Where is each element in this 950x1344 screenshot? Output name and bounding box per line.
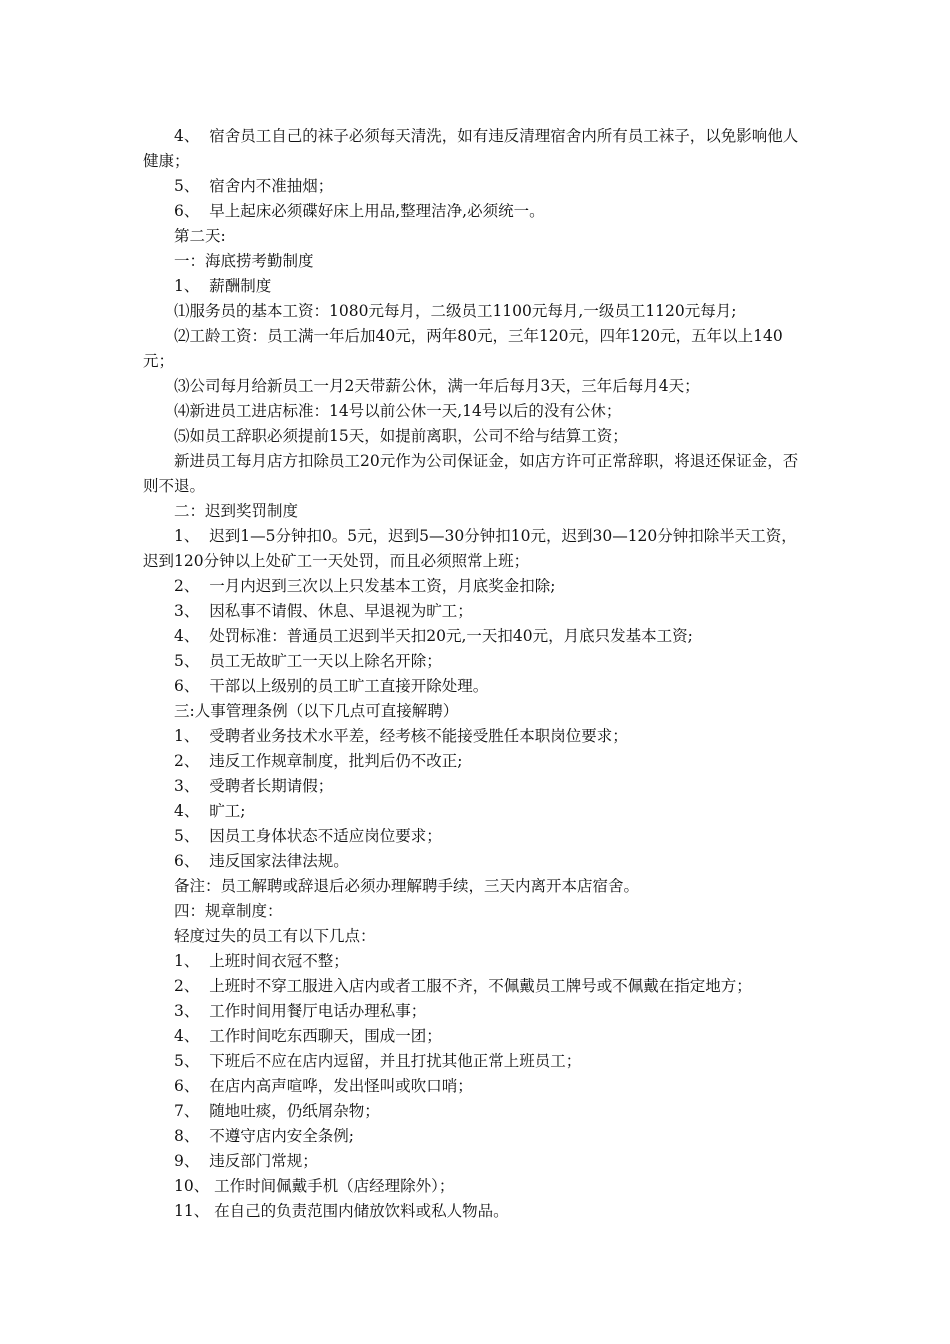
paragraph-line: 2、 上班时不穿工服进入店内或者工服不齐，不佩戴员工牌号或不佩戴在指定地方； [174,977,752,995]
paragraph-line: 6、 违反国家法律法规。 [174,852,349,870]
paragraph-line: 4、 处罚标准：普通员工迟到半天扣20元,一天扣40元，月底只发基本工资; [174,627,693,645]
paragraph-line: 二：迟到奖罚制度 [174,502,299,520]
paragraph-line: 11、 在自己的负责范围内储放饮料或私人物品。 [174,1202,509,1220]
paragraph-line: 8、 不遵守店内安全条例; [174,1127,354,1145]
paragraph-line: 1、 上班时间衣冠不整； [174,952,349,970]
paragraph-line: 10、 工作时间佩戴手机（店经理除外）； [174,1177,455,1195]
paragraph-line: ⑶公司每月给新员工一月2天带薪公休，满一年后每月3天，三年后每月4天； [174,377,700,395]
paragraph-line: 三:人事管理条例（以下几点可直接解聘） [174,702,459,720]
paragraph-line: 4、 工作时间吃东西聊天，围成一团； [174,1027,442,1045]
paragraph-line: 6、 在店内高声喧哗，发出怪叫或吹口哨； [174,1077,473,1095]
paragraph-line: 轻度过失的员工有以下几点： [174,927,376,945]
paragraph-line: 2、 违反工作规章制度，批判后仍不改正; [174,752,463,770]
paragraph-line: 2、 一月内迟到三次以上只发基本工资，月底奖金扣除; [174,577,556,595]
paragraph-line: 1、 受聘者业务技术水平差，经考核不能接受胜任本职岗位要求； [174,727,628,745]
paragraph-line: 1、 薪酬制度 [174,277,272,295]
paragraph-line: 7、 随地吐痰，仍纸屑杂物； [174,1102,380,1120]
paragraph-line: 5、 因员工身体状态不适应岗位要求； [174,827,442,845]
paragraph-line: 6、 干部以上级别的员工旷工直接开除处理。 [174,677,489,695]
paragraph-line: 3、 因私事不请假、休息、早退视为旷工； [174,602,473,620]
paragraph-line: 新进员工每月店方扣除员工20元作为公司保证金，如店方许可正常辞职，将退还保证金，否则不退。 [143,452,799,495]
paragraph-line: 四：规章制度： [174,902,283,920]
paragraph-line: 5、 宿舍内不准抽烟； [174,177,334,195]
paragraph-line: 5、 员工无故旷工一天以上除名开除； [174,652,442,670]
paragraph-line: ⑴服务员的基本工资：1080元每月，二级员工1100元每月,一级员工1120元每月; [174,302,737,320]
paragraph-line: ⑸如员工辞职必须提前15天，如提前离职，公司不给与结算工资； [174,427,628,445]
paragraph-line: 5、 下班后不应在店内逗留，并且打扰其他正常上班员工； [174,1052,582,1070]
paragraph-line: 3、 受聘者长期请假； [174,777,334,795]
paragraph-line: ⑵工龄工资：员工满一年后加40元，两年80元，三年120元，四年120元，五年以上140元； [143,327,783,370]
paragraph-line: ⑷新进员工进店标准：14号以前公休一天,14号以后的没有公休； [174,402,622,420]
paragraph-line: 6、 早上起床必须碟好床上用品,整理洁净,必须统一。 [174,202,545,220]
paragraph-line: 一：海底捞考勤制度 [174,252,314,270]
paragraph-line: 4、 宿舍员工自己的袜子必须每天清洗，如有违反清理宿舍内所有员工袜子，以免影响他人健康； [143,127,799,170]
paragraph-line: 第二天: [174,227,226,245]
paragraph-line: 3、 工作时间用餐厅电话办理私事； [174,1002,427,1020]
paragraph-line: 9、 违反部门常规； [174,1152,318,1170]
paragraph-line: 备注：员工解聘或辞退后必须办理解聘手续，三天内离开本店宿舍。 [174,877,640,895]
paragraph-line: 1、 迟到1—5分钟扣0。5元，迟到5—30分钟扣10元，迟到30—120分钟扣除半天工资，迟到120分钟以上处矿工一天处罚，而且必须照常上班； [143,527,797,570]
paragraph-line: 4、 旷工; [174,802,246,820]
